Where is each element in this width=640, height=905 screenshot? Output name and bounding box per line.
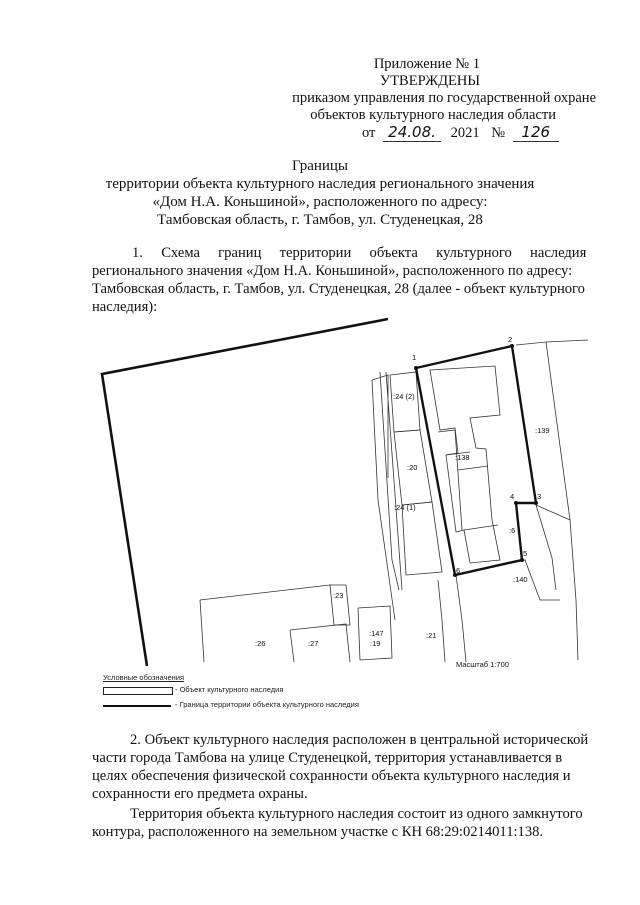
order-line-2: объектов культурного наследия области	[310, 107, 556, 123]
point-4-label: 4	[510, 492, 515, 501]
section2-line-3: целях обеспечения физической сохранности объекта культурного наследия и	[92, 768, 571, 784]
title-line-2: территории объекта культурного наследия регионального значения	[105, 176, 535, 192]
parcel-label-147: :147	[369, 629, 384, 638]
territory-boundary	[416, 346, 536, 575]
order-line-1: приказом управления по государственной охране	[292, 90, 596, 106]
parcel-label-21: :21	[426, 631, 437, 640]
parcel-label-27: :27	[308, 639, 319, 648]
handwritten-date: 24.08.	[383, 123, 441, 142]
parcel-label-23: :23	[333, 591, 344, 600]
point-5-marker	[520, 558, 524, 562]
building-outline	[430, 366, 500, 563]
parcel-140	[456, 560, 560, 600]
parcel-label-139: :139	[535, 426, 550, 435]
parcel-label-26: :26	[255, 639, 266, 648]
point-5-label: 5	[523, 549, 528, 558]
parcel-label-20: :20	[407, 463, 418, 472]
lower-left-parcels	[200, 585, 350, 662]
context-lines-left	[372, 372, 402, 620]
parcel-24-1	[402, 502, 442, 575]
legend-title: Условные обозначения	[103, 673, 185, 682]
street-lines	[438, 575, 466, 662]
section2-line-4: сохранности его предмета охраны.	[92, 786, 308, 802]
parcel-label-140: :140	[513, 575, 528, 584]
point-2-marker	[510, 344, 514, 348]
date-prefix: от	[362, 125, 376, 141]
parcel-label-24-1: :24 (1)	[394, 503, 416, 512]
parcel-label-19: :19	[370, 639, 381, 648]
section1-line-2: регионального значения «Дом Н.А. Коньшиной», расположенного по адресу:	[92, 263, 573, 279]
point-2-label: 2	[508, 335, 513, 344]
large-parcel-outline	[102, 319, 388, 666]
point-3-marker	[534, 501, 538, 505]
section1-line-3: Тамбовская область, г. Тамбов, ул. Студенецкая, 28 (далее - объект культурного	[92, 281, 585, 297]
number-sign: №	[491, 125, 506, 141]
legend-object-swatch	[103, 687, 173, 695]
appendix-label: Приложение № 1	[373, 56, 480, 72]
title-line-3: «Дом Н.А. Коньшиной», расположенного по адресу:	[152, 194, 488, 210]
parcel-label-138: :138	[455, 453, 470, 462]
section2-line-2: части города Тамбова на улице Студенецкой, территория устанавливается в	[92, 750, 563, 766]
section1-line-4: наследия):	[92, 299, 158, 315]
order-year: 2021	[450, 125, 480, 141]
title-line-1: Границы	[291, 158, 349, 174]
legend-object-label: - Объект культурного наследия	[175, 685, 284, 694]
context-lines-right	[536, 340, 588, 660]
parcel-label-24-2: :24 (2)	[393, 392, 415, 401]
point-1-marker	[414, 366, 418, 370]
parcel-24-2	[390, 372, 420, 432]
legend-boundary-label: - Граница территории объекта культурного наследия	[175, 700, 359, 709]
point-4-marker	[514, 501, 518, 505]
parcel-label-6: :6	[509, 526, 516, 535]
section1-line-1: 1. Схема границ территории объекта культурного наследия	[132, 245, 587, 261]
approved-label: УТВЕРЖДЕНЫ	[379, 73, 480, 89]
title-line-4: Тамбовская область, г. Тамбов, ул. Студенецкая, 28	[157, 212, 483, 228]
point-3-label: 3	[537, 492, 542, 501]
section2-line-1: 2. Объект культурного наследия расположен в центральной исторической	[130, 732, 589, 748]
legend-boundary-swatch	[103, 705, 171, 707]
point-1-label: 1	[412, 353, 417, 362]
section2-line-5: Территория объекта культурного наследия состоит из одного замкнутого	[130, 806, 583, 822]
handwritten-number: 126	[513, 123, 559, 142]
section2-line-6: контура, расположенного на земельном участке с КН 68:29:0214011:138.	[92, 824, 544, 840]
point-6-label: 6	[456, 566, 461, 575]
map-scale: Масштаб 1:700	[456, 660, 509, 669]
